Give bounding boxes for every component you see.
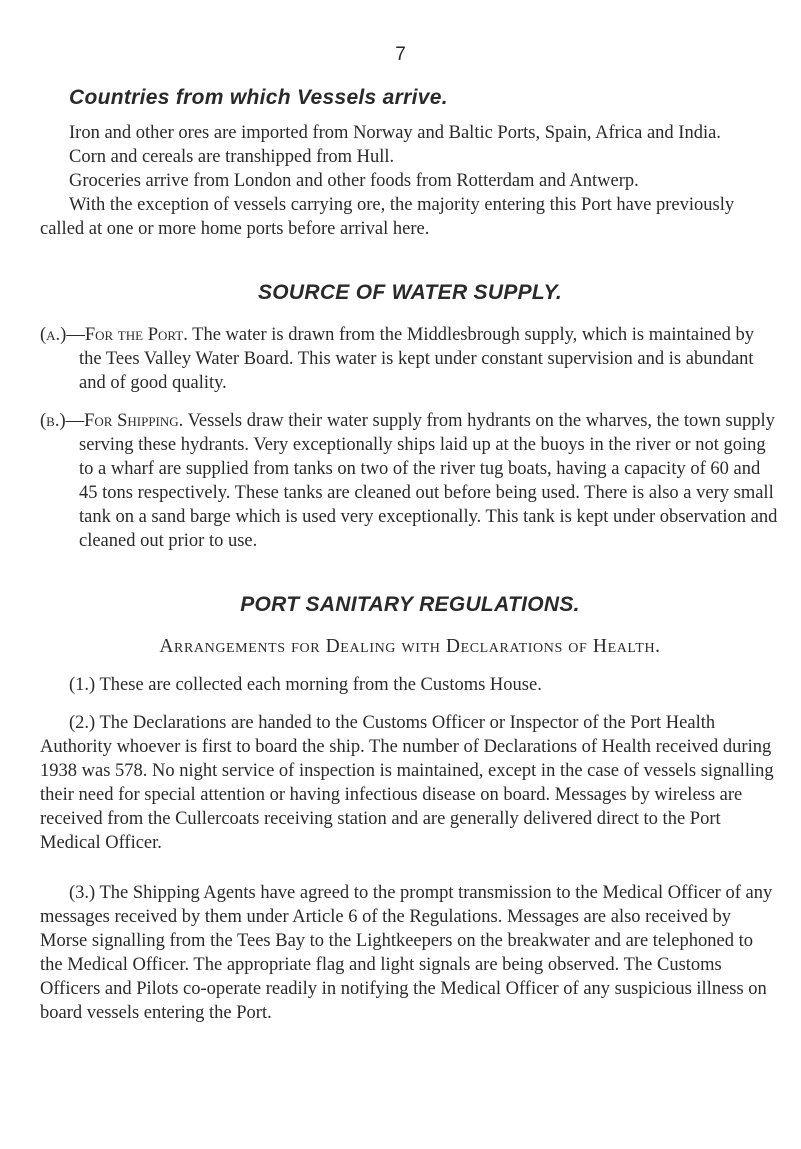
regulation-number: (3.) [69,883,96,903]
regulation-item [40,711,780,855]
regulation-text: The Declarations are handed to the Customs Officer or Inspector of the Port Health Authority whoever is first to board the ship. The number of Declarations of Health received during 1938 was 578. No night service of inspection is maintained, except in the case of vessels signalling their need for special attention or having infectious disease on board. Messages by wireless are received from the Cullercoats receiving station and are generally delivered direct to the Port Medical Officer. [40,713,774,853]
water-supply-item-port [40,323,780,395]
water-item-text: The water is drawn from the Middlesbrough supply, which is maintained by the Tees Valley Water Board. This water is kept under constant supervision and is abundant and of good quality. [79,325,755,393]
page-number: 7 [395,44,406,65]
document-body [40,86,780,1039]
water-item-text: Vessels draw their water supply from hydrants on the wharves, the town supply serving these hydrants. Very exceptionally ships laid up at the buoys in the river or not going to a wharf are supplied from tanks on two of the river tug boats, having a capacity of 60 and 45 tons respectively. These tanks are cleaned out before being used. There is also a very small tank on a sand barge which is used very exceptionally. This tank is kept under observation and cleaned out prior to use. [79,411,778,551]
water-item-label: (b.)—For Shipping. [40,411,184,431]
countries-paragraph: Groceries arrive from London and other foods from Rotterdam and Antwerp. [69,171,639,191]
regulation-text: These are collected each morning from the Customs House. [99,675,542,695]
regulation-text: The Shipping Agents have agreed to the prompt transmission to the Medical Officer of any messages received by them under Article 6 of the Regulations. Messages are also received by Morse signalling from the Tees Bay to the Lightkeepers on the breakwater and are telephoned to the Medical Officer. The appropriate flag and light signals are being observed. The Customs Officers and Pilots co-operate readily in notifying the Medical Officer of any suspicious illness on board vessels entering the Port. [40,883,773,1023]
regulation-number: (1.) [69,675,96,695]
countries-paragraph: With the exception of vessels carrying ore, the majority entering this Port have previously called at one or more home ports before arrival here. [40,195,735,239]
regulations-subheading: Arrangements for Dealing with Declarations of Health. [159,636,661,657]
regulation-item [40,673,780,697]
water-supply-item-shipping [40,409,780,553]
countries-paragraph: Corn and cereals are transhipped from Hull. [69,147,395,167]
regulation-item [40,881,780,1025]
countries-paragraph: Iron and other ores are imported from Norway and Baltic Ports, Spain, Africa and India. [69,123,721,143]
section-heading-countries: Countries from which Vessels arrive. [69,86,448,109]
regulation-number: (2.) [69,713,96,733]
water-item-label: (a.)—For the Port. [40,325,188,345]
section-heading-regulations: PORT SANITARY REGULATIONS. [240,593,580,616]
section-heading-water-supply: SOURCE OF WATER SUPPLY. [257,281,563,304]
